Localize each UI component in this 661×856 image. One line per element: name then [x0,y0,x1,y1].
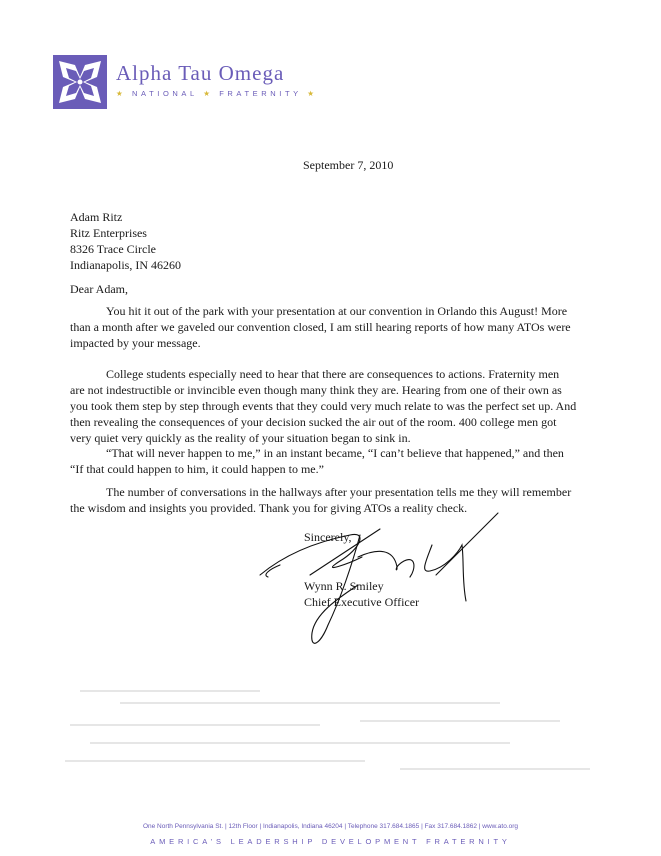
recipient-address [70,209,181,273]
handwritten-signature [240,505,500,655]
paragraph-line: the wisdom and insights you provided. Thank you for giving ATOs a reality check. [70,501,468,515]
star-icon: ★ [116,89,127,98]
paragraph-3 [70,445,592,477]
paragraph-line: “That will never happen to me,” in an instant became, “I can’t believe that happened,” and then [106,446,564,460]
letter-date: September 7, 2010 [303,158,394,172]
recipient-street: 8326 Trace Circle [70,242,156,256]
org-subtitle [116,89,318,98]
paragraph-line: than a month after we gaveled our convention closed, I am still hearing reports of how many ATOs were [70,320,571,334]
recipient-name: Adam Ritz [70,210,123,224]
paragraph-line: you took them step by step through events that they could very much relate to was the perfect set up. And [70,399,577,413]
paragraph-line: impacted by your message. [70,336,201,350]
signer-name: Wynn R. Smiley [304,579,384,593]
signer-title: Chief Executive Officer [304,595,420,609]
recipient-company: Ritz Enterprises [70,226,147,240]
salutation: Dear Adam, [70,282,128,296]
footer-address: One North Pennsylvania St. | 12th Floor | Indianapolis, Indiana 46204 | Telephone 317.684.1865 | Fax 317.684.1862 | www.ato.org [142,823,519,830]
paragraph-line: College students especially need to hear that there are consequences to actions. Fraternity men [106,367,560,381]
star-icon: ★ [307,89,318,98]
org-sub-right: FRATERNITY [219,89,302,98]
paragraph-2 [70,366,592,446]
paragraph-line: The number of conversations in the hallways after your presentation tells me they will remember [106,485,572,499]
scan-bleedthrough [60,680,620,790]
org-name: Alpha Tau Omega [116,61,285,85]
footer-tagline: AMERICA’S LEADERSHIP DEVELOPMENT FRATERNITY [150,837,511,846]
paragraph-1 [70,303,592,351]
closing: Sincerely, [304,530,352,544]
paragraph-line: “If that could happen to him, it could happen to me.” [70,462,324,476]
letterhead [0,0,661,120]
paragraph-line: are not indestructible or invincible even though many think they are. Hearing from one of their own as [70,383,562,397]
paragraph-line: You hit it out of the park with your presentation at our convention in Orlando this August! More [106,304,568,318]
paragraph-line: then revealing the consequences of your decision sucked the air out of the room. 400 college men got [70,415,557,429]
recipient-city: Indianapolis, IN 46260 [70,258,181,272]
cross-logo-icon [53,55,107,109]
paragraph-line: very quiet very quickly as the reality of your situation began to sink in. [70,431,411,445]
star-icon: ★ [203,89,214,98]
org-sub-left: NATIONAL [132,89,198,98]
